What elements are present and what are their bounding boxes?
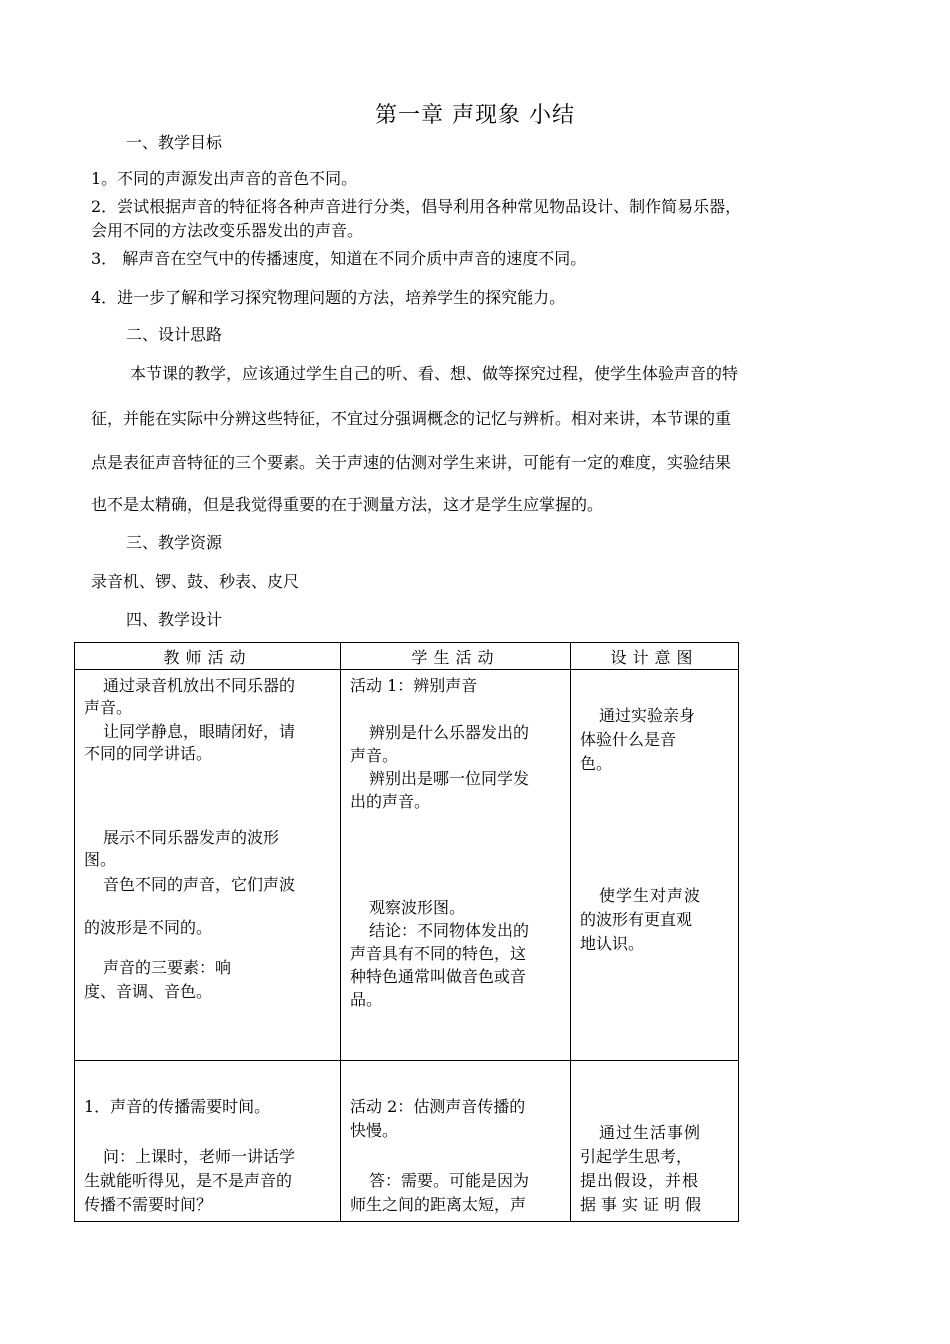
goal-2-line-1: 2．尝试根据声音的特征将各种声音进行分类，倡导利用各种常见物品设计、制作简易乐器， [91, 197, 742, 216]
table-row [75, 1061, 739, 1222]
header-student-activity: 学生活动 [341, 643, 571, 670]
header-teacher-activity: 教师活动 [75, 643, 341, 670]
text-line: 结论：不同物体发出的 [369, 921, 530, 940]
text-line: 让同学静息，眼睛闭好，请 [103, 722, 296, 741]
row1-intent-cell [571, 670, 739, 1061]
text-line: 通过录音机放出不同乐器的 [103, 676, 296, 695]
text-line: 传播不需要时间？ [84, 1195, 213, 1214]
text-line: 提出假设，并根 [580, 1171, 700, 1190]
section-heading-lesson-design: 四、教学设计 [126, 610, 223, 629]
section-heading-design-idea: 二、设计思路 [126, 325, 223, 344]
text-line: 快慢。 [350, 1121, 399, 1140]
text-line: 使学生对声波 [599, 886, 702, 905]
text-line: 声音的三要素：响 [103, 958, 232, 977]
lesson-design-table [74, 642, 739, 1222]
design-idea-line-4: 也不是太精确，但是我觉得重要的在于测量方法，这才是学生应掌握的。 [91, 495, 604, 514]
text-line: 观察波形图。 [369, 898, 466, 917]
text-line: 活动 2：估测声音传播的 [350, 1097, 526, 1116]
text-line: 活动 1：辨别声音 [350, 676, 478, 695]
table-row [75, 670, 739, 1061]
page-title: 第一章 声现象 小结 [375, 103, 575, 128]
header-design-intent: 设计意图 [571, 643, 739, 670]
table-header-row [75, 643, 739, 670]
text-line: 的波形是不同的。 [84, 918, 213, 937]
text-line: 图。 [84, 850, 117, 869]
design-idea-line-3: 点是表征声音特征的三个要素。关于声速的估测对学生来讲，可能有一定的难度，实验结果 [91, 453, 732, 472]
text-line: 出的声音。 [350, 792, 431, 811]
design-idea-line-1: 本节课的教学，应该通过学生自己的听、看、想、做等探究过程，使学生体验声音的特 [130, 364, 739, 383]
goal-4: 4．进一步了解和学习探究物理问题的方法，培养学生的探究能力。 [91, 288, 566, 307]
text-line: 色。 [580, 754, 613, 773]
goal-3: 3． 解声音在空气中的传播速度，知道在不同介质中声音的速度不同。 [91, 249, 587, 268]
text-line: 辨别是什么乐器发出的 [369, 723, 530, 742]
text-line: 的波形有更直观 [580, 910, 693, 929]
row2-teacher-cell [75, 1061, 341, 1222]
text-line: 种特色通常叫做音色或音 [350, 967, 527, 986]
design-idea-line-2: 征，并能在实际中分辨这些特征，不宜过分强调概念的记忆与辨析。相对来讲，本节课的重 [91, 409, 732, 428]
section-heading-resources: 三、教学资源 [126, 533, 223, 552]
text-line: 品。 [350, 990, 383, 1009]
text-line: 师生之间的距离太短，声 [350, 1195, 527, 1214]
text-line: 答：需要。可能是因为 [369, 1171, 530, 1190]
text-line: 声音。 [84, 698, 133, 717]
row1-student-cell [341, 670, 571, 1061]
resources-list: 录音机、锣、鼓、秒表、皮尺 [91, 572, 300, 591]
text-line: 不同的同学讲话。 [84, 744, 213, 763]
text-line: 体验什么是音 [580, 730, 677, 749]
row2-student-cell [341, 1061, 571, 1222]
text-line: 据事实证明假 [580, 1195, 707, 1214]
text-line: 声音具有不同的特色，这 [350, 944, 527, 963]
text-line: 引起学生思考， [580, 1147, 693, 1166]
goal-2-line-2: 会用不同的方法改变乐器发出的声音。 [91, 221, 364, 240]
text-line: 度、音调、音色。 [84, 982, 213, 1001]
section-heading-goals: 一、教学目标 [126, 133, 223, 152]
text-line: 问：上课时，老师一讲话学 [103, 1147, 296, 1166]
text-line: 通过生活事例 [599, 1123, 702, 1142]
text-line: 音色不同的声音，它们声波 [103, 875, 296, 894]
row1-teacher-cell [75, 670, 341, 1061]
text-line: 展示不同乐器发声的波形 [103, 828, 280, 847]
text-line: 辨别出是哪一位同学发 [369, 769, 530, 788]
text-line: 通过实验亲身 [599, 706, 696, 725]
text-line: 声音。 [350, 746, 399, 765]
goal-1: 1。不同的声源发出声音的音色不同。 [91, 169, 358, 188]
row2-intent-cell [571, 1061, 739, 1222]
text-line: 生就能听得见，是不是声音的 [84, 1171, 293, 1190]
text-line: 地认识。 [580, 934, 645, 953]
text-line: 1．声音的传播需要时间。 [84, 1097, 271, 1116]
